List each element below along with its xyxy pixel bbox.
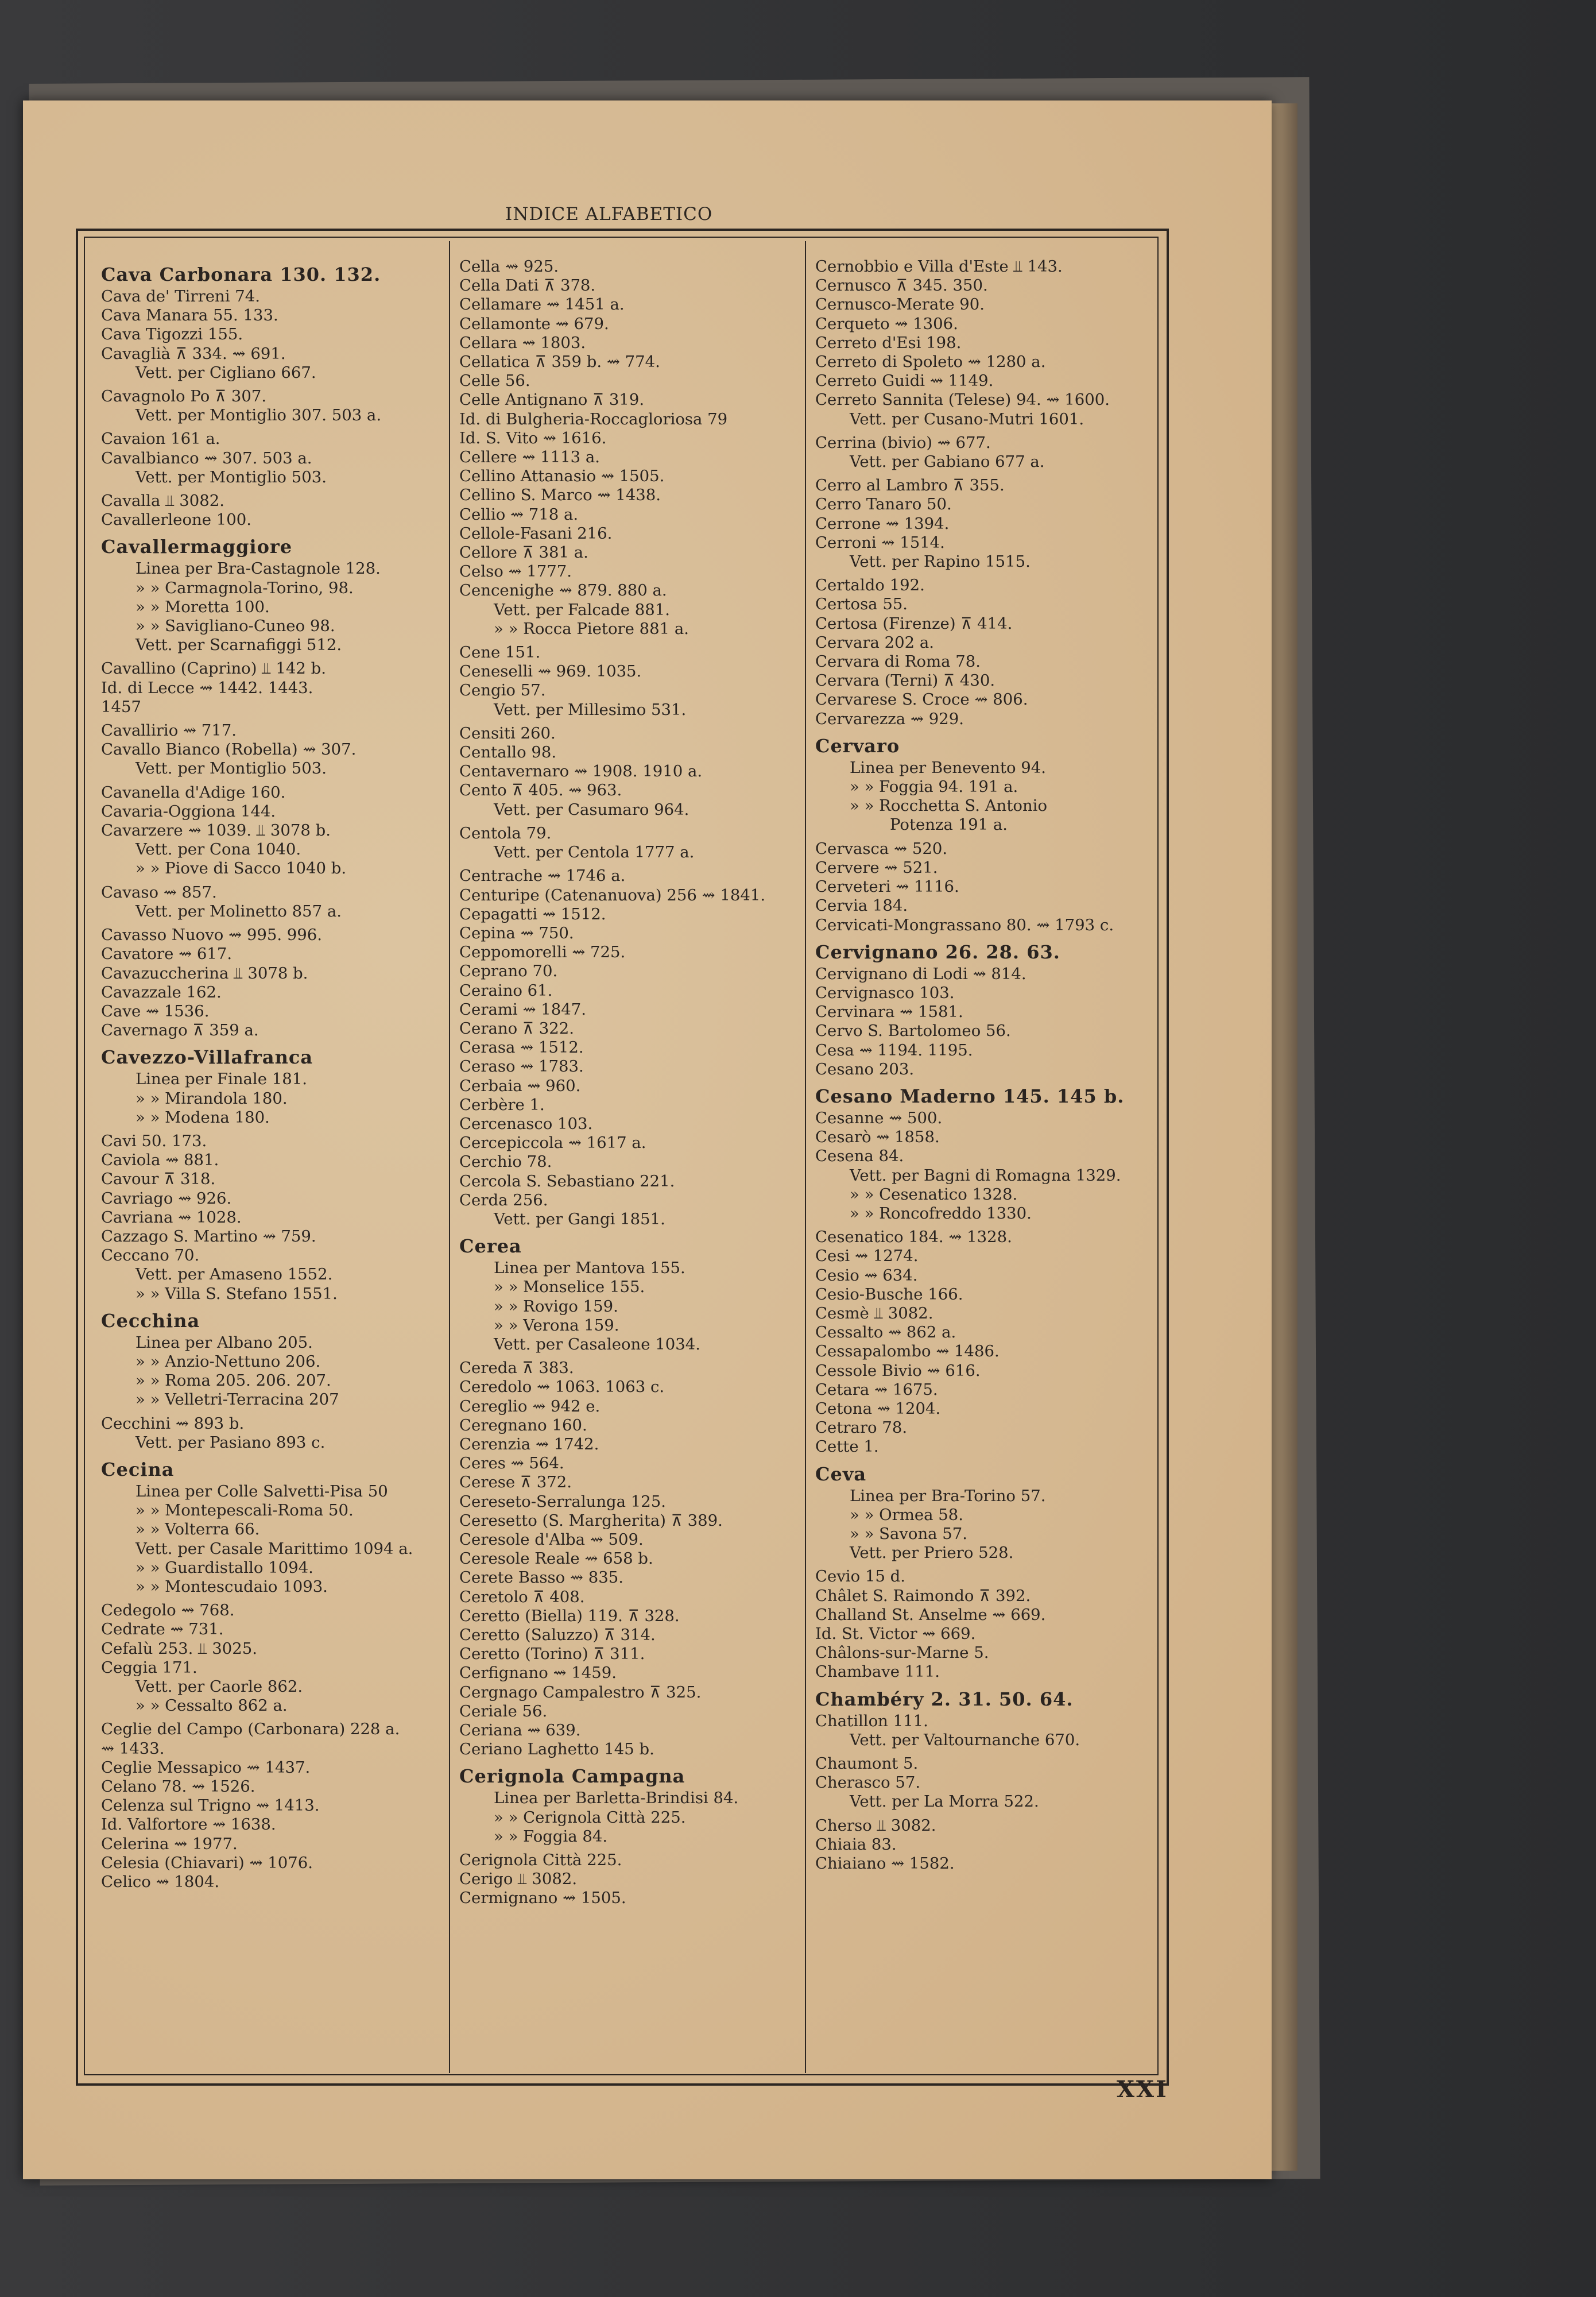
- page-header: INDICE ALFABETICO: [505, 204, 713, 225]
- index-entry: Châlons-sur-Marne 5.: [815, 1644, 989, 1662]
- index-entry: Cavernago ⊼ 359 a.: [101, 1021, 259, 1040]
- index-entry: Ceresetto (S. Margherita) ⊼ 389.: [459, 1511, 723, 1530]
- index-entry: Potenza 191 a.: [890, 815, 1008, 834]
- index-entry: Cessapalombo ⇝ 1486.: [815, 1342, 1000, 1361]
- index-entry: » » Cerignola Città 225.: [494, 1808, 686, 1827]
- index-entry: Cerfignano ⇝ 1459.: [459, 1664, 617, 1683]
- index-entry: Vett. per Cona 1040.: [135, 840, 301, 859]
- index-entry: Vett. per Scarnafiggi 512.: [135, 636, 342, 655]
- index-entry: » » Modena 180.: [135, 1108, 270, 1127]
- index-entry: Cerenzia ⇝ 1742.: [459, 1434, 599, 1453]
- index-entry: » » Ormea 58.: [850, 1505, 964, 1524]
- index-entry: Linea per Finale 181.: [135, 1070, 307, 1089]
- index-entry: » » Villa S. Stefano 1551.: [135, 1284, 338, 1303]
- index-entry: » » Velletri-Terracina 207: [135, 1390, 339, 1409]
- index-entry: Cavarzere ⇝ 1039. ⫫ 3078 b.: [101, 821, 331, 840]
- index-entry: Cette 1.: [815, 1437, 879, 1456]
- index-entry: Centavernaro ⇝ 1908. 1910 a.: [459, 762, 703, 781]
- index-entry: Vett. per Falcade 881.: [494, 600, 671, 619]
- index-entry: Centallo 98.: [459, 743, 557, 762]
- index-entry: Ceggia 171.: [101, 1658, 197, 1677]
- index-entry: Linea per Albano 205.: [135, 1333, 313, 1352]
- index-entry: » » Savona 57.: [850, 1524, 968, 1543]
- index-entry: Cerroni ⇝ 1514.: [815, 533, 945, 552]
- index-entry: Cercepiccola ⇝ 1617 a.: [459, 1134, 646, 1153]
- index-entry: Censiti 260.: [459, 724, 556, 743]
- index-heading: Cervignano 26. 28. 63.: [815, 941, 1060, 963]
- index-entry: Vett. per Priero 528.: [850, 1544, 1014, 1563]
- index-entry: Ceretto (Biella) 119. ⊼ 328.: [459, 1606, 680, 1625]
- index-entry: Cerda 256.: [459, 1190, 548, 1209]
- index-entry: Cavaion 161 a.: [101, 430, 220, 448]
- index-entry: Cedegolo ⇝ 768.: [101, 1601, 235, 1620]
- index-entry: Cavallino (Caprino) ⫫ 142 b.: [101, 659, 326, 678]
- index-entry: Id. di Lecce ⇝ 1442. 1443.: [101, 678, 313, 697]
- index-heading: Cerea: [459, 1235, 522, 1258]
- index-entry: Challand St. Anselme ⇝ 669.: [815, 1605, 1046, 1624]
- index-entry: Cecchini ⇝ 893 b.: [101, 1414, 245, 1433]
- index-entry: Ceredolo ⇝ 1063. 1063 c.: [459, 1378, 665, 1397]
- index-entry: Vett. per Millesimo 531.: [494, 700, 687, 719]
- index-entry: Cervignasco 103.: [815, 983, 955, 1002]
- index-entry: Cereseto-Serralunga 125.: [459, 1492, 667, 1511]
- index-heading: Chambéry 2. 31. 50. 64.: [815, 1688, 1074, 1710]
- index-entry: Vett. per Cigliano 667.: [135, 363, 316, 382]
- index-entry: Vett. per Casumaro 964.: [494, 800, 689, 819]
- index-entry: Cavalbianco ⇝ 307. 503 a.: [101, 448, 312, 467]
- index-entry: Chambave 111.: [815, 1662, 940, 1681]
- index-entry: » » Guardistallo 1094.: [135, 1558, 313, 1577]
- index-entry: » » Foggia 84.: [494, 1827, 608, 1846]
- index-entry: Cepagatti ⇝ 1512.: [459, 904, 606, 923]
- index-entry: Celle Antignano ⊼ 319.: [459, 390, 645, 409]
- index-entry: Cerignola Città 225.: [459, 1851, 622, 1870]
- index-entry: Cerreto Guidi ⇝ 1149.: [815, 372, 994, 390]
- index-entry: Cermignano ⇝ 1505.: [459, 1889, 626, 1908]
- index-entry: Cercola S. Sebastiano 221.: [459, 1171, 675, 1190]
- index-entry: Cava Manara 55. 133.: [101, 306, 278, 325]
- index-entry: Cherasco 57.: [815, 1773, 921, 1792]
- index-entry: Cervara (Terni) ⊼ 430.: [815, 671, 995, 690]
- index-entry: Cellamonte ⇝ 679.: [459, 314, 609, 333]
- index-entry: Cavasso Nuovo ⇝ 995. 996.: [101, 926, 323, 945]
- index-entry: Certaldo 192.: [815, 576, 925, 595]
- index-entry: Linea per Mantova 155.: [494, 1259, 685, 1278]
- index-entry: Ceresole Reale ⇝ 658 b.: [459, 1549, 653, 1568]
- index-entry: Certosa (Firenze) ⊼ 414.: [815, 614, 1013, 633]
- index-entry: Vett. per Bagni di Romagna 1329.: [850, 1166, 1121, 1185]
- index-entry: Cazzago S. Martino ⇝ 759.: [101, 1227, 316, 1246]
- index-entry: Celico ⇝ 1804.: [101, 1873, 220, 1892]
- index-entry: Cervignano di Lodi ⇝ 814.: [815, 964, 1026, 983]
- index-entry: Cavanella d'Adige 160.: [101, 783, 286, 802]
- index-entry: ⇝ 1433.: [101, 1739, 165, 1758]
- index-entry: » » Moretta 100.: [135, 597, 270, 616]
- index-entry: Celesia (Chiavari) ⇝ 1076.: [101, 1853, 313, 1872]
- index-entry: Id. St. Victor ⇝ 669.: [815, 1625, 976, 1643]
- index-entry: Ceriale 56.: [459, 1702, 548, 1720]
- index-entry: Cellere ⇝ 1113 a.: [459, 448, 600, 467]
- index-entry: Cellino Attanasio ⇝ 1505.: [459, 467, 665, 486]
- index-entry: Cerreto d'Esi 198.: [815, 333, 962, 352]
- index-entry: Celle 56.: [459, 372, 530, 390]
- index-entry: Cerbaia ⇝ 960.: [459, 1076, 581, 1095]
- index-entry: Ceresole d'Alba ⇝ 509.: [459, 1530, 644, 1549]
- index-entry: Cerro Tanaro 50.: [815, 495, 952, 514]
- index-entry: Cellino S. Marco ⇝ 1438.: [459, 486, 661, 505]
- index-entry: Cervasca ⇝ 520.: [815, 839, 948, 858]
- column-separator-1: [449, 241, 450, 2073]
- index-entry: Centuripe (Catenanuova) 256 ⇝ 1841.: [459, 885, 766, 904]
- index-entry: Linea per Barletta-Brindisi 84.: [494, 1789, 739, 1808]
- index-heading: Cavezzo-Villafranca: [101, 1046, 313, 1069]
- index-entry: Cesi ⇝ 1274.: [815, 1247, 919, 1266]
- index-heading: Cerignola Campagna: [459, 1765, 685, 1788]
- index-entry: Cene 151.: [459, 643, 541, 662]
- index-entry: » » Piove di Sacco 1040 b.: [135, 859, 347, 878]
- index-entry: » » Foggia 94. 191 a.: [850, 778, 1018, 796]
- index-entry: » » Volterra 66.: [135, 1520, 260, 1539]
- index-entry: Cavaglià ⊼ 334. ⇝ 691.: [101, 344, 286, 363]
- page-edge: [1272, 103, 1297, 2171]
- index-entry: Cerveteri ⇝ 1116.: [815, 877, 959, 896]
- index-entry: Vett. per Centola 1777 a.: [494, 843, 695, 862]
- index-entry: Cento ⊼ 405. ⇝ 963.: [459, 781, 622, 800]
- index-entry: Centola 79.: [459, 823, 552, 842]
- index-entry: Cetona ⇝ 1204.: [815, 1399, 941, 1418]
- index-heading: Ceva: [815, 1463, 867, 1485]
- index-entry: Cella Dati ⊼ 378.: [459, 276, 596, 295]
- index-entry: Cerbère 1.: [459, 1095, 545, 1114]
- index-entry: Ceretolo ⊼ 408.: [459, 1587, 585, 1606]
- index-entry: Cesmè ⫫ 3082.: [815, 1304, 933, 1322]
- index-entry: Chiaiano ⇝ 1582.: [815, 1854, 955, 1873]
- index-entry: Cavagnolo Po ⊼ 307.: [101, 387, 267, 406]
- index-entry: Ceccano 70.: [101, 1246, 200, 1265]
- index-entry: Cergnago Campalestro ⊼ 325.: [459, 1683, 702, 1702]
- index-heading: Cecina: [101, 1458, 175, 1480]
- index-entry: Cereda ⊼ 383.: [459, 1359, 574, 1378]
- index-entry: Cerese ⊼ 372.: [459, 1473, 572, 1492]
- index-entry: Cerigo ⫫ 3082.: [459, 1870, 578, 1889]
- index-entry: Cereglio ⇝ 942 e.: [459, 1397, 601, 1416]
- index-entry: Vett. per Gangi 1851.: [494, 1209, 665, 1228]
- index-entry: Ceglie Messapico ⇝ 1437.: [101, 1758, 311, 1777]
- index-entry: Ceregnano 160.: [459, 1416, 587, 1434]
- index-entry: Linea per Bra-Castagnole 128.: [135, 559, 381, 578]
- index-entry: » » Mirandola 180.: [135, 1089, 288, 1108]
- index-entry: Ceprano 70.: [459, 962, 558, 981]
- index-entry: » » Carmagnola-Torino, 98.: [135, 578, 354, 597]
- index-entry: Cerrone ⇝ 1394.: [815, 514, 950, 533]
- index-entry: Cessalto ⇝ 862 a.: [815, 1323, 956, 1342]
- index-entry: Cavazzale 162.: [101, 983, 222, 1001]
- index-entry: Cherso ⫫ 3082.: [815, 1816, 936, 1835]
- index-entry: Cave ⇝ 1536.: [101, 1001, 210, 1020]
- index-entry: Celano 78. ⇝ 1526.: [101, 1777, 255, 1796]
- index-entry: Cava Tigozzi 155.: [101, 325, 243, 344]
- index-entry: » » Anzio-Nettuno 206.: [135, 1352, 321, 1371]
- index-entry: » » Rocchetta S. Antonio: [850, 796, 1048, 815]
- index-entry: Ceretto (Saluzzo) ⊼ 314.: [459, 1626, 656, 1645]
- index-entry: Cervere ⇝ 521.: [815, 858, 938, 877]
- index-column-2: [459, 257, 798, 1908]
- index-heading: Cava Carbonara 130. 132.: [101, 264, 381, 285]
- index-entry: » » Verona 159.: [494, 1316, 619, 1335]
- index-entry: Cellara ⇝ 1803.: [459, 333, 586, 352]
- index-entry: Cesanne ⇝ 500.: [815, 1108, 943, 1127]
- index-entry: Cesa ⇝ 1194. 1195.: [815, 1041, 973, 1059]
- index-entry: Cella ⇝ 925.: [459, 257, 559, 276]
- index-entry: 1457: [101, 697, 141, 716]
- index-entry: » » Rovigo 159.: [494, 1297, 618, 1316]
- index-entry: Cervicati-Mongrassano 80. ⇝ 1793 c.: [815, 915, 1114, 934]
- index-entry: Celerina ⇝ 1977.: [101, 1834, 238, 1853]
- index-entry: Cerqueto ⇝ 1306.: [815, 314, 958, 333]
- index-entry: Vett. per Montiglio 307. 503 a.: [135, 406, 382, 425]
- index-entry: » » Rocca Pietore 881 a.: [494, 619, 689, 638]
- index-entry: Ceraino 61.: [459, 981, 553, 1000]
- index-entry: Cepina ⇝ 750.: [459, 923, 574, 942]
- index-entry: Cerete Basso ⇝ 835.: [459, 1568, 623, 1587]
- index-entry: Cercenasco 103.: [459, 1114, 593, 1133]
- index-entry: » » Roma 205. 206. 207.: [135, 1371, 331, 1390]
- index-entry: Cervarese S. Croce ⇝ 806.: [815, 690, 1028, 709]
- index-entry: Vett. per Valtournanche 670.: [850, 1730, 1080, 1749]
- index-entry: Cervo S. Bartolomeo 56.: [815, 1022, 1011, 1041]
- index-entry: Linea per Bra-Torino 57.: [850, 1486, 1046, 1505]
- index-entry: Vett. per Caorle 862.: [135, 1677, 303, 1696]
- index-entry: Chatillon 111.: [815, 1711, 928, 1730]
- index-entry: Cerro al Lambro ⊼ 355.: [815, 476, 1005, 495]
- index-entry: Vett. per Pasiano 893 c.: [135, 1433, 326, 1452]
- index-entry: Chaumont 5.: [815, 1754, 919, 1773]
- index-entry: Id. S. Vito ⇝ 1616.: [459, 428, 607, 447]
- index-entry: Cavi 50. 173.: [101, 1131, 207, 1150]
- index-entry: Vett. per La Morra 522.: [850, 1792, 1039, 1811]
- index-entry: Cerano ⊼ 322.: [459, 1019, 574, 1038]
- index-entry: Ceglie del Campo (Carbonara) 228 a.: [101, 1720, 400, 1739]
- index-entry: Cavazuccherina ⫫ 3078 b.: [101, 964, 308, 983]
- page-number: XXI: [1117, 2076, 1168, 2103]
- index-entry: Cefalù 253. ⫫ 3025.: [101, 1639, 258, 1658]
- index-entry: » » Montepescali-Roma 50.: [135, 1501, 354, 1520]
- index-entry: Cetara ⇝ 1675.: [815, 1380, 938, 1399]
- index-entry: Cervia 184.: [815, 896, 908, 915]
- index-entry: Vett. per Montiglio 503.: [135, 759, 327, 778]
- index-entry: Cernusco ⊼ 345. 350.: [815, 276, 988, 295]
- index-entry: Cessole Bivio ⇝ 616.: [815, 1361, 981, 1380]
- index-entry: Cesio-Busche 166.: [815, 1285, 963, 1304]
- index-entry: Cavaria-Oggiona 144.: [101, 802, 276, 821]
- index-entry: Cavallirio ⇝ 717.: [101, 721, 237, 740]
- index-entry: Vett. per Casale Marittimo 1094 a.: [135, 1539, 413, 1558]
- index-entry: Vett. per Montiglio 503.: [135, 467, 327, 486]
- index-entry: Ceriano Laghetto 145 b.: [459, 1740, 654, 1759]
- index-entry: Vett. per Casaleone 1034.: [494, 1335, 700, 1354]
- index-entry: Cevio 15 d.: [815, 1567, 906, 1586]
- index-entry: » » Montescudaio 1093.: [135, 1577, 328, 1596]
- index-entry: Caviola ⇝ 881.: [101, 1151, 219, 1170]
- index-entry: » » Monselice 155.: [494, 1278, 645, 1297]
- index-entry: Cerasa ⇝ 1512.: [459, 1038, 584, 1057]
- index-entry: Cerreto Sannita (Telese) 94. ⇝ 1600.: [815, 390, 1110, 409]
- index-entry: Vett. per Amaseno 1552.: [135, 1265, 333, 1284]
- index-entry: Cerami ⇝ 1847.: [459, 1000, 586, 1019]
- index-entry: Cellole-Fasani 216.: [459, 524, 613, 543]
- index-entry: Cernobbio e Villa d'Este ⫫ 143.: [815, 257, 1063, 276]
- index-entry: Cavatore ⇝ 617.: [101, 945, 233, 964]
- index-entry: Cervinara ⇝ 1581.: [815, 1003, 963, 1022]
- index-entry: Cerchio 78.: [459, 1153, 552, 1171]
- index-entry: Id. Valfortore ⇝ 1638.: [101, 1815, 276, 1834]
- index-entry: Cavour ⊼ 318.: [101, 1170, 216, 1189]
- index-entry: Cengio 57.: [459, 681, 546, 700]
- index-entry: Vett. per Molinetto 857 a.: [135, 902, 342, 921]
- index-entry: Cavallo Bianco (Robella) ⇝ 307.: [101, 740, 357, 759]
- index-entry: Ceraso ⇝ 1783.: [459, 1057, 584, 1076]
- index-entry: Cavallerleone 100.: [101, 511, 251, 529]
- index-entry: Cesio ⇝ 634.: [815, 1266, 918, 1285]
- index-entry: Cavalla ⫫ 3082.: [101, 492, 225, 511]
- index-entry: Cava de' Tirreni 74.: [101, 287, 260, 306]
- index-entry: Linea per Benevento 94.: [850, 758, 1047, 777]
- index-entry: » » Roncofreddo 1330.: [850, 1204, 1032, 1223]
- index-entry: Ceriana ⇝ 639.: [459, 1721, 581, 1740]
- index-entry: Vett. per Cusano-Mutri 1601.: [850, 409, 1084, 428]
- index-entry: Cesena 84.: [815, 1147, 904, 1166]
- index-heading: Cecchina: [101, 1309, 200, 1332]
- index-entry: Cervara di Roma 78.: [815, 652, 981, 671]
- index-entry: Vett. per Gabiano 677 a.: [850, 453, 1045, 471]
- index-entry: Cerreto di Spoleto ⇝ 1280 a.: [815, 353, 1046, 372]
- index-entry: Centrache ⇝ 1746 a.: [459, 867, 626, 885]
- index-entry: Cesano 203.: [815, 1059, 915, 1078]
- index-entry: Celenza sul Trigno ⇝ 1413.: [101, 1796, 320, 1815]
- index-entry: Cavriana ⇝ 1028.: [101, 1208, 242, 1227]
- index-entry: Vett. per Rapino 1515.: [850, 552, 1031, 571]
- index-entry: Cesarò ⇝ 1858.: [815, 1128, 940, 1147]
- index-entry: Cerrina (bivio) ⇝ 677.: [815, 433, 991, 452]
- index-column-1: [101, 257, 440, 1892]
- index-entry: » » Cessalto 862 a.: [135, 1696, 288, 1715]
- index-entry: Cedrate ⇝ 731.: [101, 1620, 224, 1639]
- index-entry: Cervarezza ⇝ 929.: [815, 709, 964, 728]
- index-entry: Ceretto (Torino) ⊼ 311.: [459, 1645, 645, 1664]
- index-entry: Châlet S. Raimondo ⊼ 392.: [815, 1586, 1031, 1605]
- index-entry: Cellamare ⇝ 1451 a.: [459, 295, 625, 314]
- index-entry: Cervara 202 a.: [815, 633, 935, 652]
- index-heading: Cesano Maderno 145. 145 b.: [815, 1085, 1125, 1107]
- index-entry: Cetraro 78.: [815, 1418, 908, 1437]
- index-entry: Chiaia 83.: [815, 1835, 897, 1854]
- index-heading: Cavallermaggiore: [101, 536, 293, 558]
- index-entry: Cavriago ⇝ 926.: [101, 1189, 232, 1208]
- index-entry: Ceres ⇝ 564.: [459, 1454, 564, 1473]
- index-entry: Cellio ⇝ 718 a.: [459, 505, 579, 524]
- index-entry: Cellore ⊼ 381 a.: [459, 543, 588, 562]
- index-entry: Cavaso ⇝ 857.: [101, 883, 217, 902]
- index-entry: » » Savigliano-Cuneo 98.: [135, 617, 335, 636]
- index-entry: Cencenighe ⇝ 879. 880 a.: [459, 581, 667, 600]
- index-entry: Celso ⇝ 1777.: [459, 562, 572, 581]
- index-entry: Cernusco-Merate 90.: [815, 295, 985, 314]
- index-heading: Cervaro: [815, 734, 900, 757]
- index-entry: Ceppomorelli ⇝ 725.: [459, 943, 626, 962]
- index-entry: Id. di Bulgheria-Roccagloriosa 79: [459, 409, 728, 428]
- index-entry: Cesenatico 184. ⇝ 1328.: [815, 1228, 1012, 1247]
- index-entry: Linea per Colle Salvetti-Pisa 50: [135, 1482, 388, 1501]
- index-column-3: [815, 257, 1154, 1873]
- index-entry: Certosa 55.: [815, 595, 908, 614]
- column-separator-2: [805, 241, 806, 2073]
- index-entry: Cellatica ⊼ 359 b. ⇝ 774.: [459, 353, 660, 372]
- index-entry: » » Cesenatico 1328.: [850, 1185, 1018, 1204]
- index-entry: Ceneselli ⇝ 969. 1035.: [459, 662, 642, 681]
